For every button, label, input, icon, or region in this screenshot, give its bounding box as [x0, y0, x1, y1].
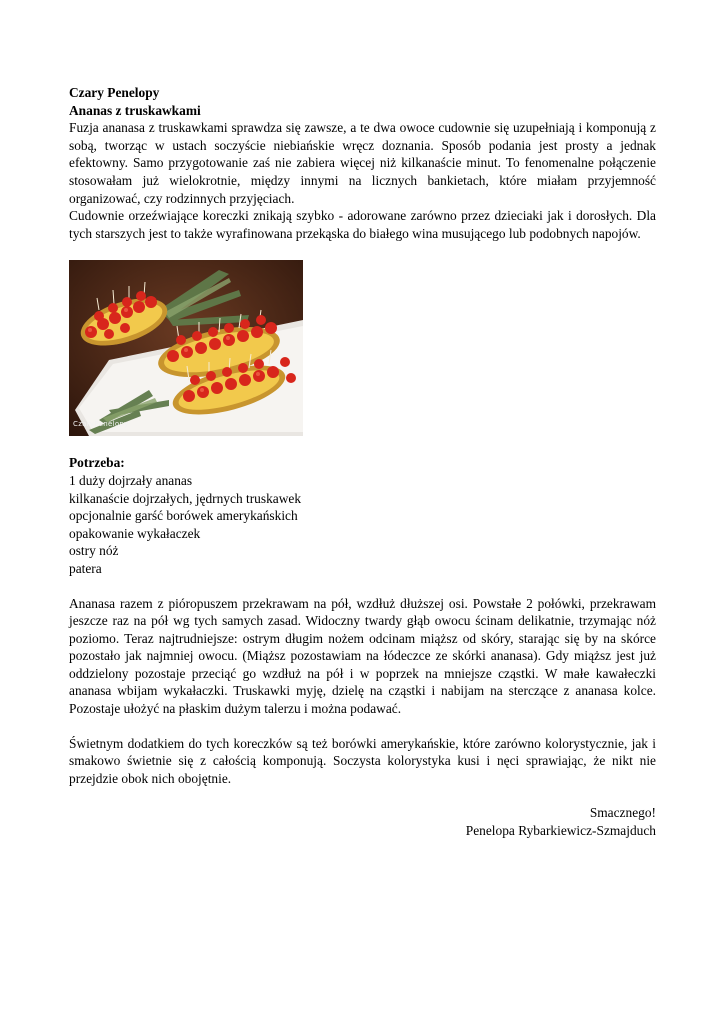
recipe-photo — [69, 260, 303, 436]
list-item: 1 duży dojrzały ananas — [69, 472, 193, 488]
document-title: Czary Penelopy — [69, 85, 160, 100]
list-item: ostry nóż — [69, 543, 119, 559]
list-item: patera — [69, 560, 102, 576]
photo-watermark: CzaryPenelopy — [73, 419, 129, 428]
ingredients-list — [69, 472, 656, 578]
recipe-title: Ananas z truskawkami — [69, 102, 201, 118]
needs-heading: Potrzeba: — [69, 455, 125, 471]
list-item: opcjonalnie garść borówek amerykańskich — [69, 508, 298, 524]
signoff — [69, 804, 656, 839]
closing-text: Smacznego! — [589, 805, 656, 821]
method-paragraph: Ananasa razem z pióropuszem przekrawam na pół, wzdłuż dłuższej osi. Powstałe 2 połówki, przekrawam jeszcze raz na pół wg tych samych zasad. Widoczny twardy głąb owocu ścinam delikatnie, trzymając nóż poziomo. Teraz najtrudniejsze: ostrym długim nożem odcinam miąższ od skóry, starając się by na skórce pozostało jak najmniej owocu. (Miąższ pozostawiam na łódeczce ze skórki ananasa). Gdy miąższ jest już oddzielony pozostaje przeciąć go wzdłuż na pół i w poprzek na mniejsze cząstki. W małe kawałeczki ananasa wbijam wykałaczki. Truskawki myję, dzielę na cząstki i nabijam na sterczące z ananasa kolce. Pozostaje ułożyć na płaskim dużym talerzu i można podawać. — [69, 595, 656, 717]
list-item: opakowanie wykałaczek — [69, 525, 201, 541]
intro-paragraph-2: Cudownie orzeźwiające koreczki znikają szybko - adorowane zarówno przez dzieciaki jak i dorosłych. Dla tych starszych jest to także wyrafinowana przekąska do białego wina musującego lub podobnych napojów. — [69, 208, 656, 241]
list-item: kilkanaście dojrzałych, jędrnych truskawek — [69, 490, 302, 506]
extra-paragraph: Świetnym dodatkiem do tych koreczków są też borówki amerykańskie, które zarówno kolorystycznie, jak i smakowo świetnie się z całością komponują. Soczysta kolorystyka kusi i nęci sprawiając, że nikt nie przejdzie obok nich obojętnie. — [69, 735, 656, 786]
document-page — [69, 84, 656, 840]
author-name: Penelopa Rybarkiewicz-Szmajduch — [465, 823, 656, 839]
pineapple-strawberry-photo — [69, 260, 303, 436]
intro-paragraph-1: Fuzja ananasa z truskawkami sprawdza się zawsze, a te dwa owoce cudownie się uzupełniają i komponują z sobą, tworząc w ustach soczyście niebiańskie wręcz doznania. Sposób podania jest prosty a jednak efektowny. Samo przygotowanie zaś nie zabiera więcej niż kilkanaście minut. To fenomenalne połączenie stosowałam już wielokrotnie, między innymi na licznych bankietach, które miałam przyjemność organizować, czy rodzinnych przyjęciach. — [69, 120, 656, 206]
